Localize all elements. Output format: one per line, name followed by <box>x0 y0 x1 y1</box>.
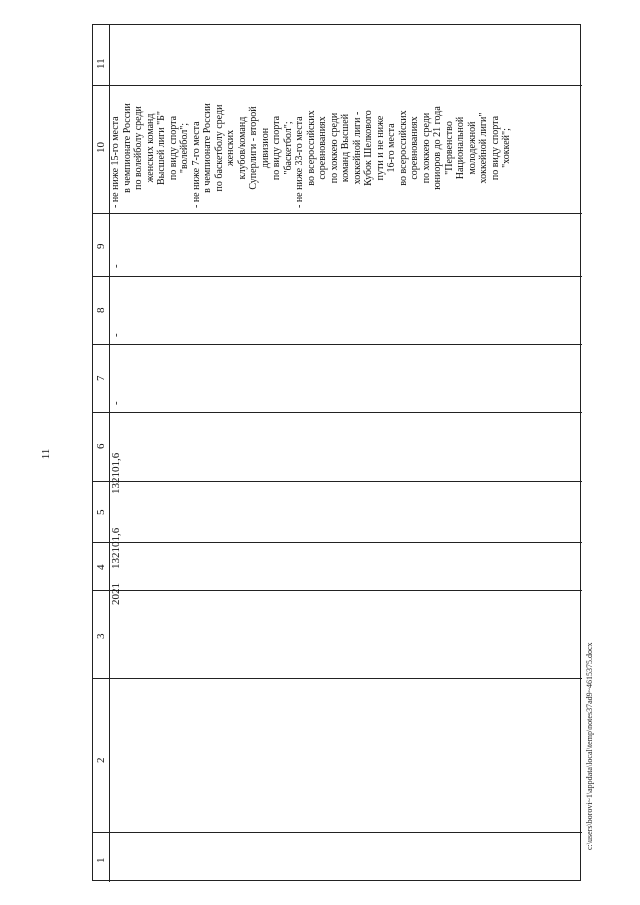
criteria-line: в чемпионате России <box>121 103 133 193</box>
row-divider-7 <box>93 344 582 345</box>
criteria-line: по виду спорта <box>271 115 282 181</box>
col-number-9: 9 <box>95 243 107 249</box>
row-divider-4 <box>93 542 582 543</box>
criteria-cell <box>110 88 513 208</box>
criteria-line: клубов/команд <box>236 116 248 180</box>
row-divider-5 <box>93 481 582 482</box>
criteria-line: женских <box>225 129 236 167</box>
cell-col8: - <box>110 333 122 337</box>
col-number-3: 3 <box>95 633 107 639</box>
criteria-line: хоккейной лиги" <box>478 112 489 184</box>
row-divider-9 <box>93 213 582 214</box>
criteria-line: "Первенство <box>443 121 455 175</box>
col-number-11: 11 <box>95 58 107 69</box>
criteria-line: пути и не ниже <box>374 115 386 181</box>
cell-col7: - <box>110 401 122 405</box>
criteria-line: - не ниже 15-го места <box>110 116 121 208</box>
criteria-line: женских команд <box>144 113 156 183</box>
col-number-4: 4 <box>95 564 107 570</box>
criteria-line: 16-го места <box>386 123 397 173</box>
page-number: 11 <box>40 448 52 460</box>
cell-col5: 132101,6 <box>110 527 122 569</box>
criteria-line: юниоров до 21 года <box>432 106 443 190</box>
row-divider-10 <box>93 85 582 86</box>
col-number-1: 1 <box>95 857 107 863</box>
table <box>92 24 581 881</box>
criteria-line: Высшей лиги "Б" <box>156 110 167 186</box>
criteria-line: молодежной <box>466 121 478 175</box>
criteria-line: по баскетболу среди <box>213 104 225 192</box>
criteria-line: - не ниже 33-го места <box>294 116 305 208</box>
col-number-5: 5 <box>95 509 107 515</box>
criteria-line: Национальной <box>455 116 466 180</box>
criteria-line: соревнованиях <box>409 116 420 180</box>
criteria-line: дивизион <box>259 127 271 169</box>
col-number-6: 6 <box>95 443 107 449</box>
criteria-line: по хоккею среди <box>328 112 340 184</box>
col-number-10: 10 <box>95 142 107 153</box>
col-number-8: 8 <box>95 307 107 313</box>
criteria-line: команд Высшей <box>340 113 351 183</box>
row-divider-3 <box>93 590 582 591</box>
cell-year: 2021 <box>110 583 122 605</box>
criteria-line: во всероссийских <box>397 110 409 186</box>
criteria-line: Суперлиги - второй <box>248 106 259 190</box>
criteria-line: по хоккею среди <box>420 112 432 184</box>
cell-col6: 132101,6 <box>110 452 122 494</box>
criteria-line: во всероссийских <box>305 110 317 186</box>
row-divider-1 <box>93 832 582 833</box>
criteria-line: Кубок Шелкового <box>363 110 374 186</box>
col-number-2: 2 <box>95 757 107 763</box>
criteria-line: "хоккей"; <box>501 128 512 168</box>
criteria-line: по виду спорта <box>489 115 501 181</box>
criteria-line: хоккейной лиги - <box>351 111 363 185</box>
criteria-line: соревнованиях <box>317 116 328 180</box>
footer-file-path: c:\users\borovi~1\appdata\local\temp\notes37ad9~4615375.docx <box>585 642 594 850</box>
criteria-line: "баскетбол"; <box>282 121 294 175</box>
criteria-line: "волейбол"; <box>179 122 190 174</box>
criteria-line: в чемпионате России <box>202 103 213 193</box>
criteria-line: - не ниже 7-го места <box>190 121 202 208</box>
criteria-line: по виду спорта <box>167 115 179 181</box>
criteria-line: по волейболу среди <box>133 106 144 190</box>
row-divider-2 <box>93 678 582 679</box>
row-divider-8 <box>93 276 582 277</box>
cell-col9: - <box>110 264 122 268</box>
row-divider-6 <box>93 412 582 413</box>
col-number-7: 7 <box>95 375 107 381</box>
